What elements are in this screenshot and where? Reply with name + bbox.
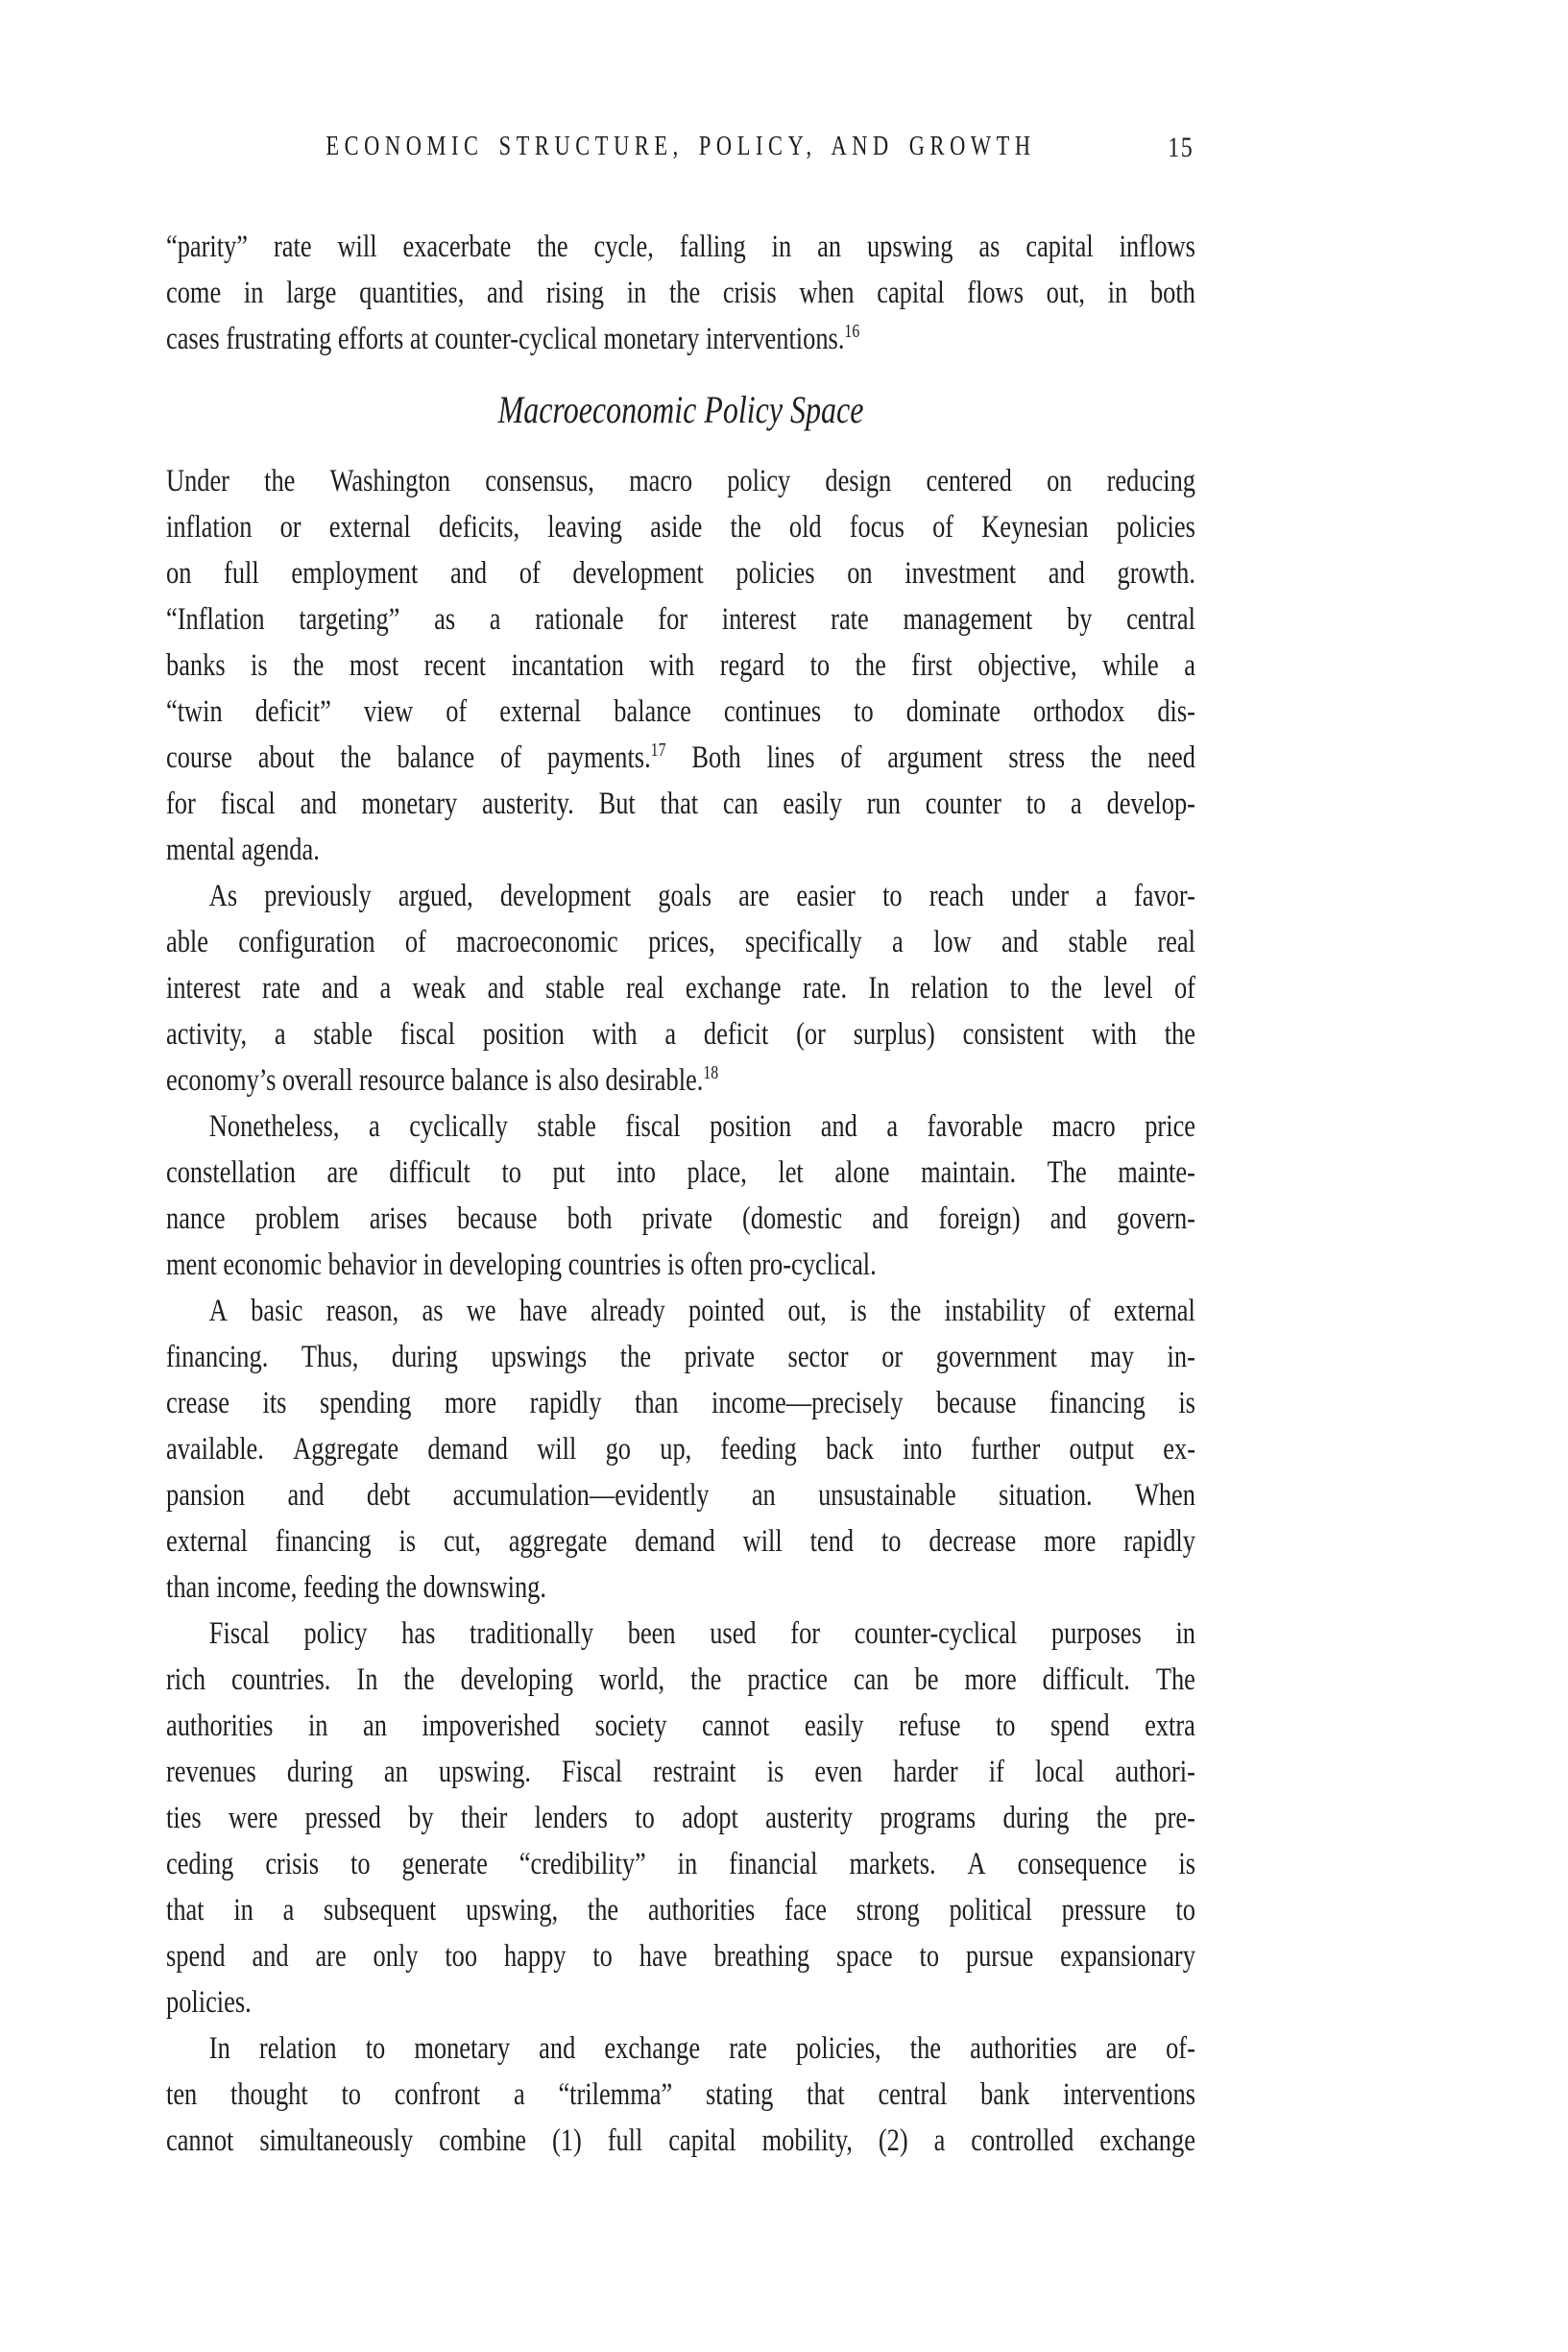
- text-line: for fiscal and monetary austerity. But that can easily run counter to a develop-: [166, 787, 1195, 821]
- text-line: cases frustrating efforts at counter-cyclical monetary interventions.$^{16}$: [166, 321, 860, 356]
- footnote-ref: 18: [703, 1062, 719, 1083]
- text-line: ment economic behavior in developing countries is often pro-cyclical.: [166, 1248, 877, 1282]
- running-head-title: ECONOMIC STRUCTURE, POLICY, AND GROWTH: [326, 132, 1036, 161]
- paragraph: [166, 224, 1195, 362]
- text-line: policies.: [166, 1985, 252, 2020]
- text-line: “Inflation targeting” as a rationale for interest rate management by central: [166, 602, 1195, 637]
- running-head: [166, 132, 1195, 172]
- text-line: that in a subsequent upswing, the authorities face strong political pressure to: [166, 1893, 1195, 1928]
- text-line: interest rate and a weak and stable real exchange rate. In relation to the level of: [166, 971, 1195, 1006]
- text-line: banks is the most recent incantation with regard to the first objective, while a: [166, 648, 1195, 683]
- paragraph: [166, 1288, 1195, 1611]
- text-line: “parity” rate will exacerbate the cycle, falling in an upswing as capital inflows: [166, 230, 1195, 264]
- paragraph: [166, 458, 1195, 873]
- text-line: able configuration of macroeconomic prices, specifically a low and stable real: [166, 925, 1195, 959]
- page-number: 15: [1168, 132, 1194, 163]
- text-line: ties were pressed by their lenders to adopt austerity programs during the pre-: [166, 1801, 1195, 1835]
- text-line: available. Aggregate demand will go up, feeding back into further output ex-: [166, 1432, 1195, 1467]
- text-line: Fiscal policy has traditionally been used for counter-cyclical purposes in: [208, 1616, 1195, 1651]
- text-line: mental agenda.: [166, 833, 320, 867]
- text-line: authorities in an impoverished society cannot easily refuse to spend extra: [166, 1709, 1195, 1743]
- text-column: [166, 224, 1195, 2164]
- text-line: course about the balance of payments.$^{17}$ Both lines of argument stress the need: [166, 740, 1195, 775]
- text-line: economy’s overall resource balance is also desirable.$^{18}$: [166, 1062, 719, 1098]
- paragraph: [166, 2025, 1195, 2164]
- text-line: than income, feeding the downswing.: [166, 1570, 546, 1605]
- text-line: come in large quantities, and rising in the crisis when capital flows out, in both: [166, 276, 1195, 310]
- text-line: “twin deficit” view of external balance continues to dominate orthodox dis-: [166, 694, 1195, 729]
- text-line: inflation or external deficits, leaving aside the old focus of Keynesian policies: [166, 510, 1195, 545]
- text-line: revenues during an upswing. Fiscal restraint is even harder if local authori-: [166, 1755, 1195, 1789]
- page-text-block: [166, 132, 1195, 2164]
- text-line: external financing is cut, aggregate demand will tend to decrease more rapidly: [166, 1524, 1195, 1559]
- paragraph: [166, 1103, 1195, 1288]
- section-heading: Macroeconomic Policy Space: [497, 388, 864, 431]
- text-line: rich countries. In the developing world, the practice can be more difficult. The: [166, 1662, 1195, 1697]
- text-line: ten thought to confront a “trilemma” stating that central bank interventions: [166, 2077, 1195, 2112]
- text-line: crease its spending more rapidly than income—precisely because financing is: [166, 1386, 1195, 1420]
- footnote-ref: 17: [650, 740, 666, 761]
- paragraph: [166, 1611, 1195, 2025]
- text-line: on full employment and of development policies on investment and growth.: [166, 556, 1195, 591]
- text-line: Under the Washington consensus, macro policy design centered on reducing: [166, 464, 1195, 498]
- text-line: cannot simultaneously combine (1) full capital mobility, (2) a controlled exchange: [166, 2123, 1195, 2158]
- text-line: As previously argued, development goals are easier to reach under a favor-: [208, 879, 1195, 913]
- text-line: pansion and debt accumulation—evidently an unsustainable situation. When: [166, 1478, 1195, 1513]
- text-line: A basic reason, as we have already pointed out, is the instability of external: [208, 1294, 1195, 1328]
- text-line: financing. Thus, during upswings the private sector or government may in-: [166, 1340, 1195, 1374]
- footnote-ref: 16: [844, 321, 860, 342]
- text-line: Nonetheless, a cyclically stable fiscal position and a favorable macro price: [208, 1109, 1195, 1144]
- paragraph: [166, 873, 1195, 1103]
- text-line: In relation to monetary and exchange rate policies, the authorities are of-: [208, 2031, 1195, 2066]
- text-line: ceding crisis to generate “credibility” in financial markets. A consequence is: [166, 1847, 1195, 1881]
- text-line: spend and are only too happy to have breathing space to pursue expansionary: [166, 1939, 1195, 1974]
- text-line: nance problem arises because both private (domestic and foreign) and govern-: [166, 1201, 1195, 1236]
- text-line: constellation are difficult to put into place, let alone maintain. The mainte-: [166, 1155, 1195, 1190]
- text-line: activity, a stable fiscal position with a deficit (or surplus) consistent with the: [166, 1017, 1195, 1052]
